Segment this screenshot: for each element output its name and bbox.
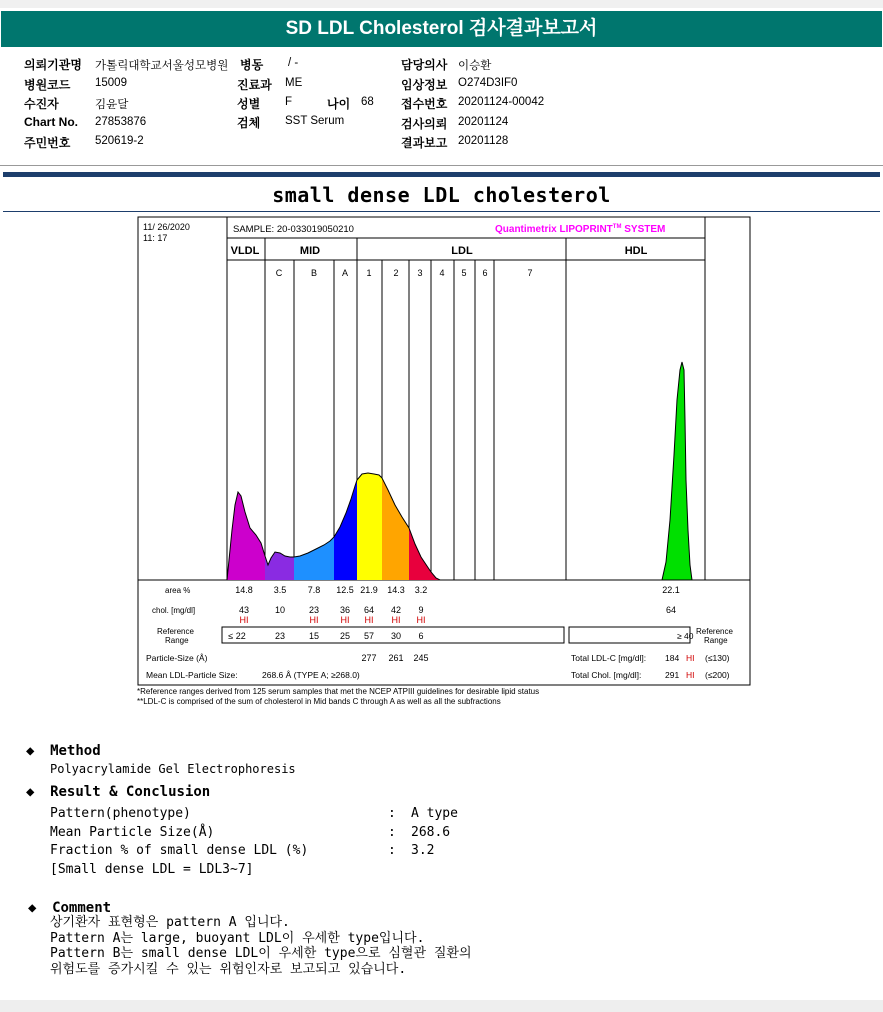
field-label: 임상정보 — [401, 78, 448, 92]
sample-id: SAMPLE: 20-033019050210 — [233, 224, 354, 235]
field-value: 15009 — [95, 77, 127, 89]
chart-time: 11: 17 — [143, 233, 168, 243]
report-title: SD LDL Cholesterol 검사결과보고서 — [1, 11, 882, 47]
total-ldl-ref: (≤130) — [705, 653, 730, 663]
curve-fill-ldl1 — [357, 473, 382, 580]
chol-value: 10 — [274, 605, 286, 615]
row-label-ref: Reference — [157, 627, 194, 636]
band-label: 2 — [393, 268, 399, 278]
reference-value: 25 — [339, 631, 351, 641]
area-value: 7.8 — [307, 585, 321, 595]
field-label: 진료과 — [237, 78, 272, 92]
field-label: 검체 — [237, 116, 261, 130]
row-label-ref-right-2: Range — [704, 636, 728, 645]
particle-size-value: 245 — [413, 653, 429, 663]
field-value: 20201128 — [458, 135, 509, 147]
total-chol-ref: (≤200) — [705, 670, 730, 680]
field-value: O274D3IF0 — [458, 77, 518, 89]
field-label: 검사의뢰 — [401, 117, 448, 131]
group-label: HDL — [624, 245, 648, 257]
field-value: 가톨릭대학교서울성모병원 — [95, 60, 229, 72]
field-label: 주민번호 — [24, 136, 71, 150]
area-value: 14.3 — [387, 585, 405, 595]
band-label: C — [275, 268, 283, 278]
section-title: small dense LDL cholesterol — [272, 183, 611, 207]
result-row-label: Mean Particle Size(Å) — [50, 825, 215, 840]
result-row-value: 3.2 — [411, 843, 435, 858]
reference-value: ≤ 22 — [228, 631, 246, 641]
chol-value: 64 — [665, 605, 677, 615]
diamond-icon: ◆ — [26, 784, 35, 800]
chol-value: 42 — [390, 605, 402, 615]
hi-flag: HI — [239, 615, 249, 625]
total-ldl-value: 184 — [665, 653, 680, 663]
method-text: Polyacrylamide Gel Electrophoresis — [50, 762, 296, 776]
result-note: [Small dense LDL = LDL3~7] — [50, 862, 254, 877]
field-label: 병동 — [240, 58, 264, 72]
total-chol-hi: HI — [686, 670, 695, 680]
field-label: 나이 — [327, 97, 351, 111]
field-label: 담당의사 — [401, 58, 448, 72]
brand-name: Quantimetrix LIPOPRINT — [495, 224, 613, 235]
method-section — [26, 740, 101, 759]
colon: : — [388, 825, 396, 840]
field-label: 결과보고 — [401, 136, 448, 150]
reference-value: 23 — [274, 631, 286, 641]
result-row-value: A type — [411, 806, 458, 821]
hi-flag: HI — [309, 615, 319, 625]
group-label: LDL — [451, 245, 473, 257]
group-label: MID — [299, 245, 321, 257]
comment-section — [28, 897, 111, 916]
field-label: 수진자 — [24, 97, 59, 111]
total-chol-label: Total Chol. [mg/dl]: — [571, 670, 642, 680]
field-label: Chart No. — [24, 115, 78, 129]
group-label: VLDL — [230, 245, 260, 257]
comment-heading: Comment — [52, 900, 112, 916]
colon: : — [388, 843, 396, 858]
comment-line: Pattern A는 large, buoyant LDL이 우세한 type입니다. — [50, 931, 425, 946]
colon: : — [388, 806, 396, 821]
field-value: SST Serum — [285, 115, 345, 127]
row-label-area: area % — [165, 586, 191, 595]
field-value: 27853876 — [95, 116, 147, 128]
chol-value: 64 — [363, 605, 375, 615]
hi-flag: HI — [364, 615, 374, 625]
field-value: / - — [288, 57, 299, 69]
band-label: 1 — [366, 268, 372, 278]
footnote: *Reference ranges derived from 125 serum samples that met the NCEP ATPIII guidelines for desirable lipid status — [137, 687, 540, 696]
band-label: 7 — [527, 268, 533, 278]
field-value: F — [285, 96, 293, 108]
field-label: 병원코드 — [24, 78, 71, 92]
result-section — [26, 781, 210, 800]
result-row-value: 268.6 — [411, 825, 451, 840]
chol-value: 23 — [308, 605, 320, 615]
area-value: 3.5 — [273, 585, 287, 595]
field-label: 접수번호 — [401, 97, 448, 111]
comment-line: 위험도를 증가시킬 수 있는 위험인자로 보고되고 있습니다. — [50, 962, 407, 977]
row-label-size: Particle-Size (Å) — [146, 653, 208, 663]
area-value: 12.5 — [336, 585, 354, 595]
chart-date: 11/ 26/2020 — [143, 222, 190, 232]
chol-value: 43 — [238, 605, 250, 615]
field-label: 성별 — [237, 97, 261, 111]
field-value: 이승환 — [458, 60, 492, 72]
band-label: 4 — [439, 268, 445, 278]
area-value: 14.8 — [235, 585, 253, 595]
mean-size-value: 268.6 Å (TYPE A; ≥268.0) — [262, 670, 360, 680]
brand-logo — [495, 224, 665, 235]
result-heading: Result & Conclusion — [50, 784, 211, 800]
hdl-ref-value: ≥ 40 — [677, 631, 694, 641]
total-chol-value: 291 — [665, 670, 680, 680]
total-ldl-hi: HI — [686, 653, 695, 663]
field-value: 520619-2 — [95, 135, 144, 147]
band-label: 5 — [461, 268, 467, 278]
row-label-ref-2: Range — [165, 636, 189, 645]
row-label-mean: Mean LDL-Particle Size: — [146, 670, 238, 680]
reference-value: 57 — [363, 631, 375, 641]
band-label: 3 — [417, 268, 423, 278]
band-label: B — [310, 268, 318, 278]
particle-size-value: 261 — [388, 653, 404, 663]
result-row-label: Pattern(phenotype) — [50, 806, 191, 821]
row-label-ref-right: Reference — [696, 627, 733, 636]
reference-value: 30 — [390, 631, 402, 641]
reference-value: 6 — [418, 631, 424, 641]
row-label-chol: chol. [mg/dl] — [152, 606, 196, 615]
result-row-label: Fraction % of small dense LDL (%) — [50, 843, 309, 858]
brand-tm: TM — [612, 224, 622, 230]
chart-frame — [138, 217, 750, 685]
comment-line: Pattern B는 small dense LDL이 우세한 type으로 심혈관 질환의 — [50, 946, 472, 961]
particle-size-value: 277 — [361, 653, 377, 663]
field-label: 의뢰기관명 — [24, 58, 82, 72]
band-label: A — [341, 268, 349, 278]
comment-line: 상기환자 표현형은 pattern A 입니다. — [50, 915, 290, 930]
field-value: 20201124-00042 — [458, 96, 545, 108]
bottom-strip — [0, 1000, 883, 1012]
band-label: 6 — [482, 268, 488, 278]
chol-value: 9 — [418, 605, 424, 615]
hi-flag: HI — [416, 615, 426, 625]
total-ldl-label: Total LDL-C [mg/dl]: — [571, 653, 647, 663]
diamond-icon: ◆ — [28, 900, 37, 916]
reference-value: 15 — [308, 631, 320, 641]
hi-flag: HI — [340, 615, 350, 625]
field-value: ME — [285, 77, 303, 89]
field-value: 김윤달 — [95, 99, 129, 111]
chol-value: 36 — [339, 605, 351, 615]
area-value: 3.2 — [414, 585, 428, 595]
field-value: 20201124 — [458, 116, 509, 128]
field-value: 68 — [361, 96, 374, 108]
area-value: 21.9 — [360, 585, 378, 595]
footnote: **LDL-C is comprised of the sum of cholesterol in Mid bands C through A as well as all the subfractions — [137, 697, 501, 706]
area-value: 22.1 — [662, 585, 680, 595]
hi-flag: HI — [391, 615, 401, 625]
brand-suffix: SYSTEM — [621, 224, 666, 235]
diamond-icon: ◆ — [26, 743, 35, 759]
method-heading: Method — [50, 743, 101, 759]
